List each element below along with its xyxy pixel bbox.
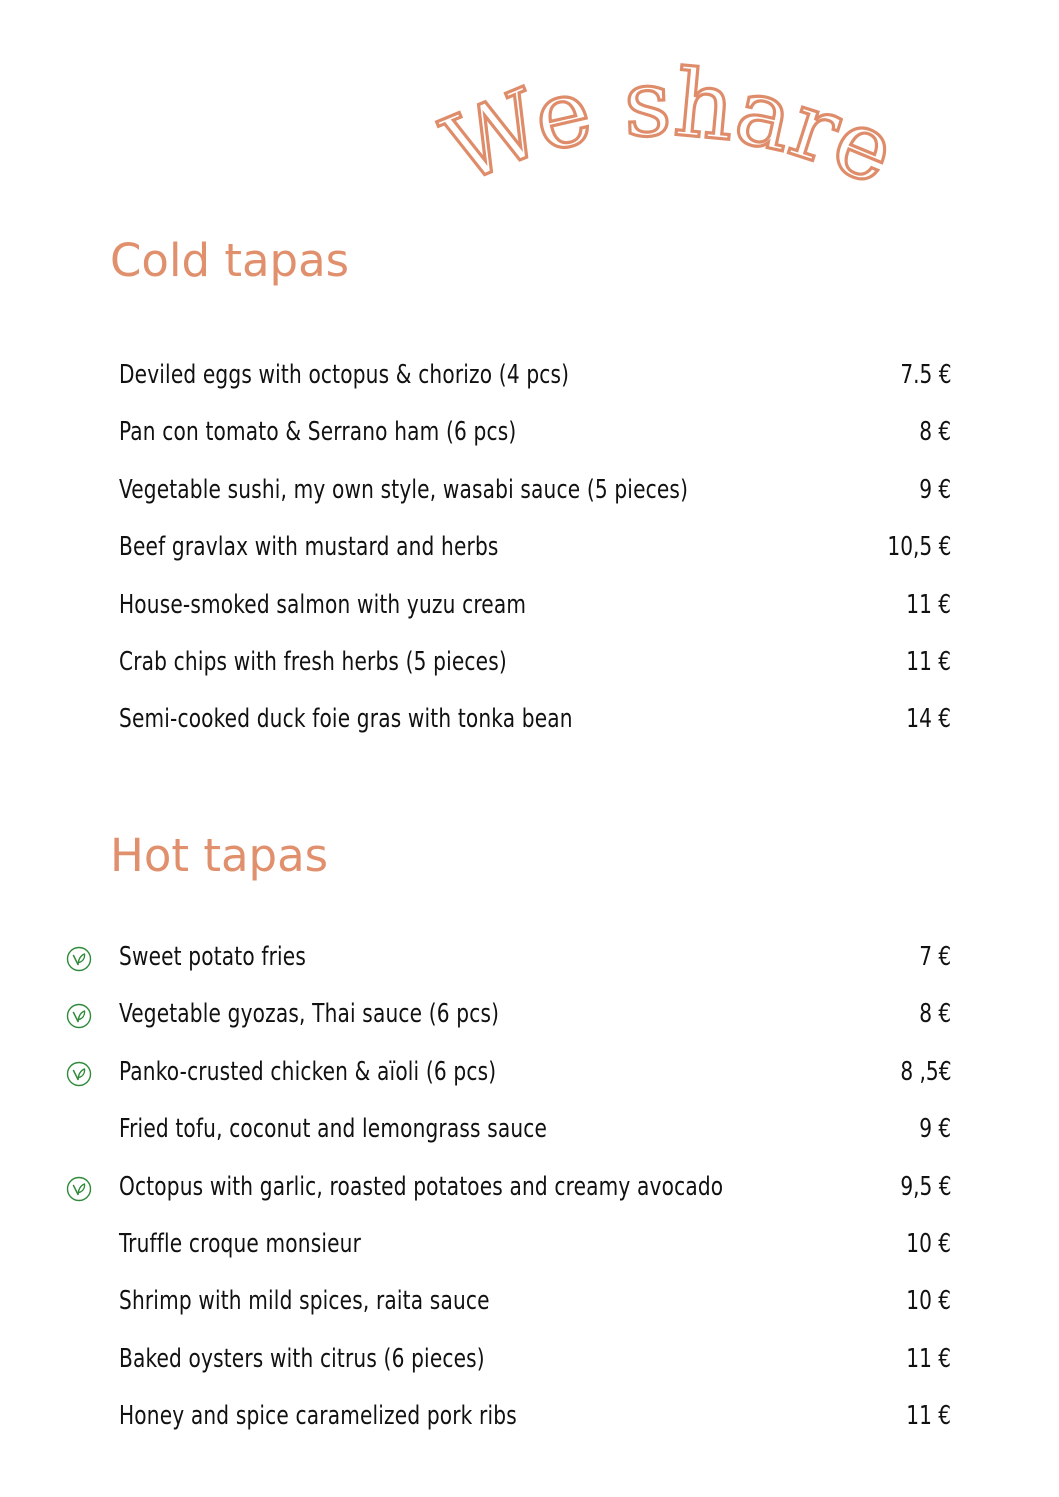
menu-item-name: Fried tofu, coconut and lemongrass sauce bbox=[119, 1114, 548, 1145]
menu-item-price: 7 € bbox=[919, 942, 951, 972]
menu-item-name: Truffle croque monsieur bbox=[119, 1228, 362, 1259]
menu-item-price: 7.5 € bbox=[899, 360, 951, 390]
menu-item-name: Panko-crusted chicken & aïoli (6 pcs) bbox=[119, 1056, 497, 1087]
section-title-hot-tapas: Hot tapas bbox=[110, 829, 329, 882]
menu-item bbox=[0, 1343, 1059, 1400]
hot-tapas-list bbox=[0, 941, 1059, 1458]
menu-item-name: Deviled eggs with octopus & chorizo (4 pcs) bbox=[119, 360, 570, 390]
menu-item-name: Vegetable sushi, my own style, wasabi sauce (5 pieces) bbox=[119, 474, 689, 505]
menu-item bbox=[0, 998, 1059, 1055]
menu-item-price: 8 € bbox=[919, 417, 951, 448]
menu-item-price: 9,5 € bbox=[899, 1171, 951, 1202]
menu-item-name: House-smoked salmon with yuzu cream bbox=[119, 589, 527, 620]
menu-item-name: Pan con tomato & Serrano ham (6 pcs) bbox=[119, 417, 517, 448]
menu-item-name: Baked oysters with citrus (6 pieces) bbox=[119, 1343, 485, 1374]
menu-item-price: 10,5 € bbox=[887, 532, 951, 563]
menu-item-price: 11 € bbox=[906, 1401, 951, 1432]
menu-item-price: 8 € bbox=[919, 999, 951, 1030]
vegetarian-leaf-icon bbox=[66, 1176, 92, 1202]
menu-item bbox=[0, 589, 1059, 646]
section-title-cold-tapas: Cold tapas bbox=[110, 234, 350, 287]
menu-item-price: 9 € bbox=[919, 474, 951, 505]
menu-item bbox=[0, 941, 1059, 998]
menu-item-price: 14 € bbox=[906, 704, 951, 735]
menu-item bbox=[0, 1228, 1059, 1285]
menu-item-name: Vegetable gyozas, Thai sauce (6 pcs) bbox=[119, 999, 500, 1030]
menu-item bbox=[0, 703, 1059, 760]
menu-item-name: Beef gravlax with mustard and herbs bbox=[119, 532, 499, 563]
menu-item bbox=[0, 646, 1059, 703]
menu-item-name: Octopus with garlic, roasted potatoes and creamy avocado bbox=[119, 1171, 724, 1202]
menu-item-price: 11 € bbox=[906, 589, 951, 620]
menu-item bbox=[0, 1113, 1059, 1170]
menu-headline bbox=[420, 40, 920, 210]
menu-item bbox=[0, 359, 1059, 416]
headline-title-text: We share bbox=[429, 49, 910, 207]
menu-item bbox=[0, 531, 1059, 588]
menu-item bbox=[0, 416, 1059, 473]
menu-item bbox=[0, 1171, 1059, 1228]
menu-item-name: Honey and spice caramelized pork ribs bbox=[119, 1401, 517, 1432]
vegetarian-leaf-icon bbox=[66, 1061, 92, 1087]
menu-item-price: 9 € bbox=[919, 1114, 951, 1145]
menu-item-name: Semi-cooked duck foie gras with tonka bean bbox=[119, 704, 573, 735]
vegetarian-leaf-icon bbox=[66, 1003, 92, 1029]
menu-item-price: 11 € bbox=[906, 1343, 951, 1374]
menu-item-name: Shrimp with mild spices, raita sauce bbox=[119, 1286, 490, 1317]
menu-item bbox=[0, 1400, 1059, 1457]
menu-item bbox=[0, 1056, 1059, 1113]
headline-title bbox=[429, 49, 909, 206]
menu-item-price: 11 € bbox=[906, 646, 951, 677]
menu-item-price: 10 € bbox=[906, 1228, 951, 1259]
menu-item bbox=[0, 474, 1059, 531]
headline-arc bbox=[420, 40, 920, 210]
vegetarian-leaf-icon bbox=[66, 946, 92, 972]
menu-item-name: Sweet potato fries bbox=[119, 942, 307, 972]
menu-item bbox=[0, 1285, 1059, 1342]
menu-item-price: 8 ,5€ bbox=[899, 1056, 951, 1087]
menu-item-name: Crab chips with fresh herbs (5 pieces) bbox=[119, 646, 507, 677]
cold-tapas-list bbox=[0, 359, 1059, 761]
menu-item-price: 10 € bbox=[906, 1286, 951, 1317]
